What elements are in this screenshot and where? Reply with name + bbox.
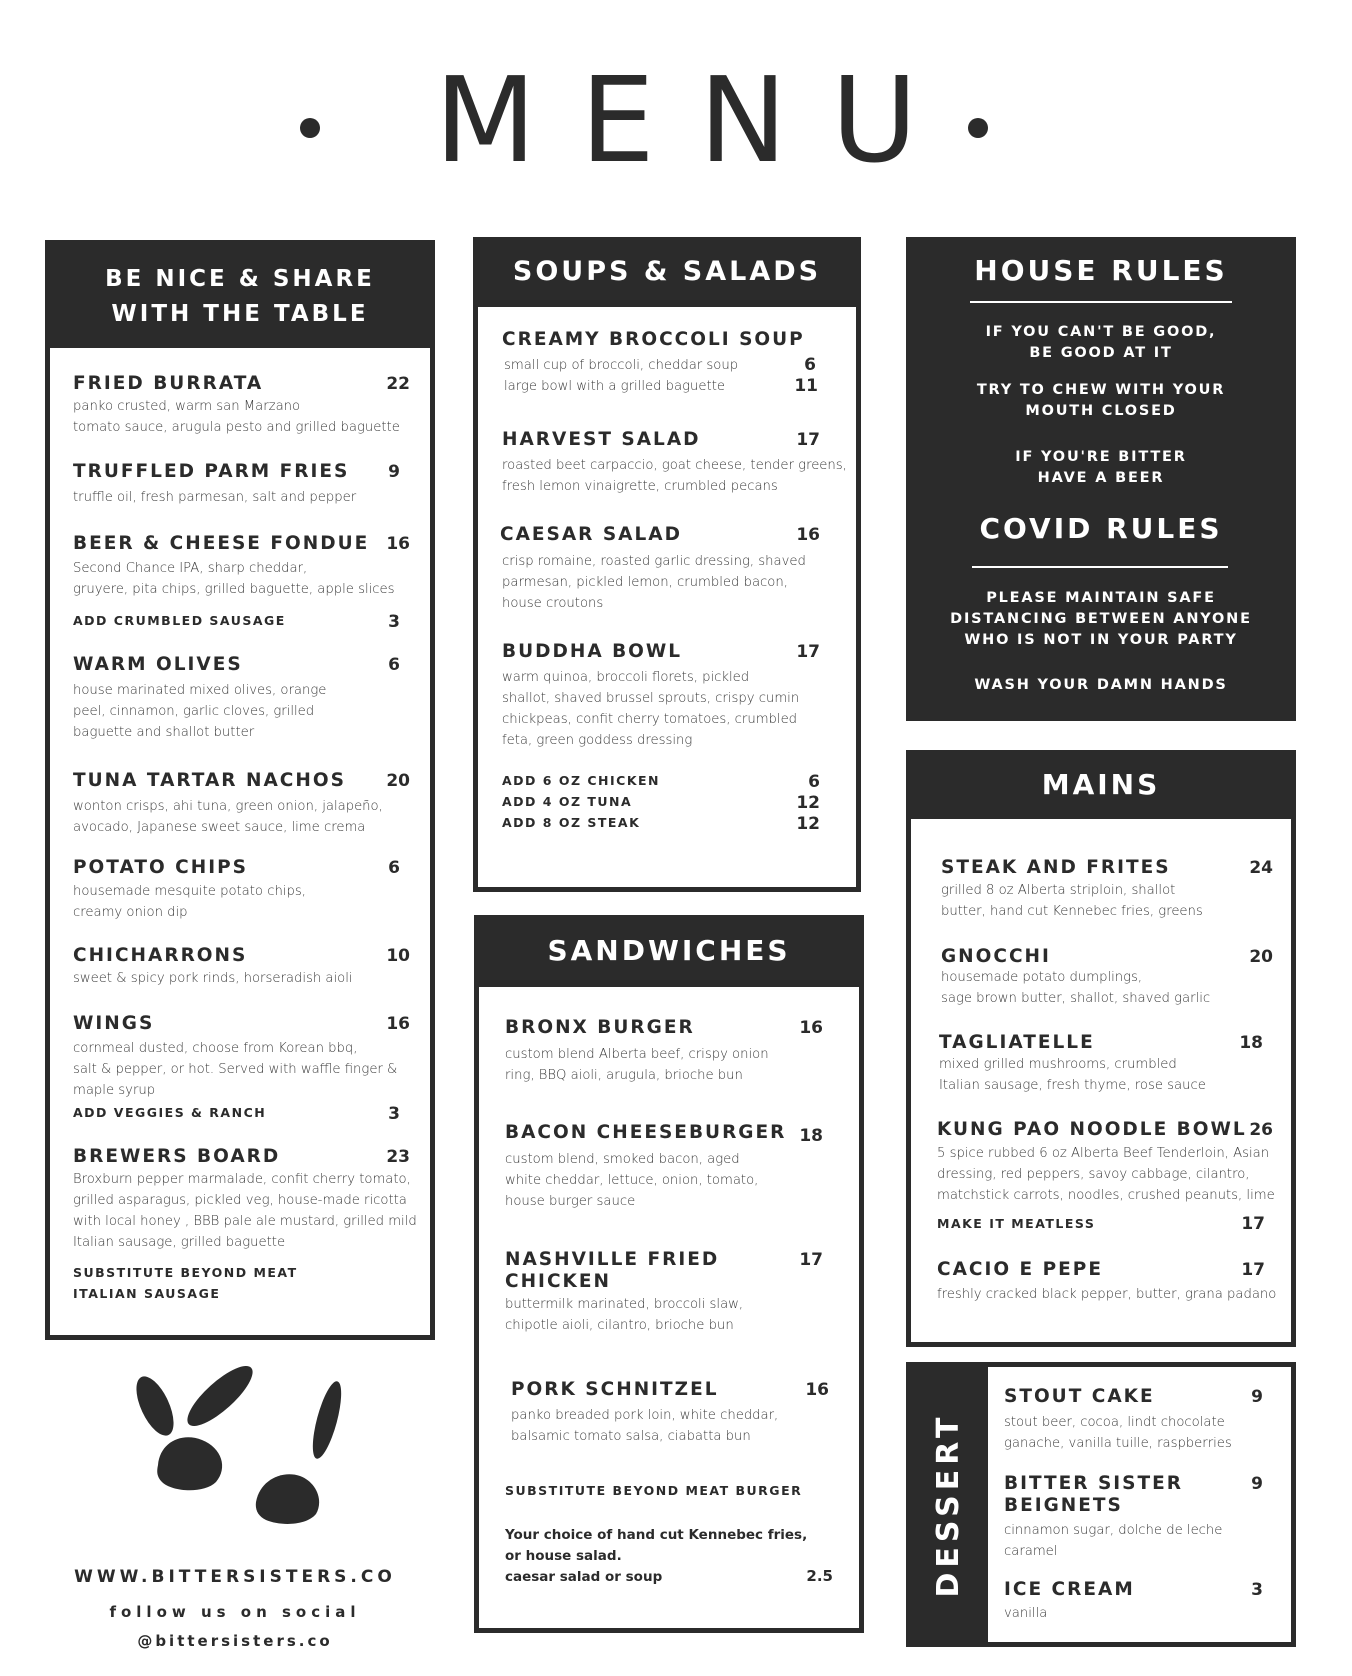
house-rule: IF YOU CAN'T BE GOOD, BE GOOD AT IT (985, 324, 1217, 361)
menu-item-price: 18 (799, 1126, 823, 1146)
soups-list (478, 307, 856, 887)
menu-item-desc: grilled 8 oz Alberta striploin, shallot butter, hand cut Kennebec fries, greens (941, 883, 1203, 919)
share-heading-line1: BE NICE & SHARE (105, 266, 375, 292)
menu-item-addon: SUBSTITUTE BEYOND MEAT (73, 1265, 298, 1280)
menu-item-desc: vanilla (1004, 1606, 1048, 1621)
menu-item-name: TRUFFLED PARM FRIES (73, 461, 350, 482)
menu-item-price: 17 (796, 430, 820, 450)
soups-heading: SOUPS & SALADS (512, 256, 822, 287)
soups-salads-section (473, 237, 861, 892)
menu-item-name: BEIGNETS (1004, 1495, 1123, 1516)
menu-item-price: 24 (1249, 858, 1273, 878)
menu-item-price: 10 (386, 946, 410, 966)
menu-item-desc: housemade potato dumplings, sage brown butter, shallot, shaved garlic (941, 970, 1211, 1006)
menu-item-price: 23 (386, 1147, 410, 1167)
menu-item-name: CAESAR SALAD (500, 524, 682, 545)
menu-item-price: 9 (1251, 1474, 1263, 1494)
menu-item-price: 26 (1249, 1120, 1273, 1140)
menu-item-name: WARM OLIVES (73, 654, 243, 675)
side-note: Your choice of hand cut Kennebec fries, or house salad. caesar salad or soup (505, 1527, 808, 1585)
menu-item-desc: Broxburn pepper marmalade, confit cherry tomato, grilled asparagus, pickled veg, house-made ricotta with local honey , BBB pale ale mustard, grilled mild Italian sausage, grilled baguette (73, 1172, 417, 1250)
menu-item-desc: 5 spice rubbed 6 oz Alberta Beef Tenderloin, Asian dressing, red peppers, savoy cabbage, cilantro, matchstick carrots, noodles, crushed peanuts, lime (937, 1146, 1275, 1203)
rules-section (906, 237, 1296, 721)
dessert-section (906, 1362, 1296, 1647)
menu-item-name: POTATO CHIPS (73, 857, 248, 878)
menu-item-desc: cornmeal dusted, choose from Korean bbq, salt & pepper, or hot. Served with waffle finger & maple syrup (73, 1041, 398, 1098)
menu-item-desc: small cup of broccoli, cheddar soup large bowl with a grilled baguette (504, 358, 739, 394)
menu-item-name: BUDDHA BOWL (502, 641, 683, 662)
covid-rules-divider (972, 566, 1228, 568)
menu-item-name: ICE CREAM (1004, 1579, 1135, 1600)
menu-item-desc: stout beer, cocoa, lindt chocolate ganache, vanilla tuille, raspberries (1004, 1415, 1232, 1451)
covid-rule: PLEASE MAINTAIN SAFE DISTANCING BETWEEN ANYONE WHO IS NOT IN YOUR PARTY (950, 590, 1252, 648)
menu-item-name: CACIO E PEPE (937, 1259, 1103, 1280)
menu-item-price: 17 (796, 642, 820, 662)
menu-item-price: 16 (805, 1380, 829, 1400)
website-link[interactable]: WWW.BITTERSISTERS.CO (74, 1567, 396, 1587)
logo-stone-1 (129, 1371, 181, 1441)
sandwiches-heading: SANDWICHES (547, 934, 791, 967)
menu-item-price: 16 (386, 534, 410, 554)
menu-item-addon: ADD 6 OZ CHICKEN (502, 773, 661, 788)
menu-item-name: NASHVILLE FRIED (505, 1249, 720, 1270)
mains-list (911, 819, 1291, 1342)
menu-title (0, 51, 1352, 189)
menu-item-addon: ITALIAN SAUSAGE (73, 1286, 221, 1301)
sandwiches-section (474, 915, 864, 1633)
menu-item-desc: freshly cracked black pepper, butter, grana padano (937, 1287, 1277, 1302)
menu-item-price: 16 (799, 1018, 823, 1038)
menu-item-price: 20 (1249, 947, 1273, 967)
logo-stone-5 (256, 1474, 319, 1524)
menu-item-price: 17 (799, 1250, 823, 1270)
logo-stone-2 (179, 1360, 260, 1435)
menu-item-desc: sweet & spicy pork rinds, horseradish aioli (73, 971, 353, 986)
menu-title-text: MENU (434, 51, 962, 189)
menu-item-addon-price: 3 (388, 1104, 400, 1124)
menu-item-name: CREAMY BROCCOLI SOUP (502, 329, 805, 350)
menu-item-name: TUNA TARTAR NACHOS (73, 770, 346, 791)
menu-item-price: 6 (388, 655, 400, 675)
mains-section (906, 750, 1296, 1347)
mains-heading: MAINS (1041, 768, 1161, 801)
menu-item-addon: ADD CRUMBLED SAUSAGE (73, 613, 286, 628)
menu-item-price: 20 (386, 771, 410, 791)
share-heading (50, 240, 430, 348)
menu-item-price: 11 (794, 376, 818, 396)
menu-item-addon-price: 3 (388, 612, 400, 632)
menu-item-price: 6 (804, 355, 816, 375)
share-list (50, 348, 430, 1335)
title-dot-right (968, 118, 988, 138)
covid-rules-heading: COVID RULES (979, 512, 1223, 545)
menu-item-addon-price: 17 (1241, 1214, 1265, 1234)
follow-text: follow us on social (109, 1603, 361, 1621)
menu-item-price: 22 (386, 374, 410, 394)
menu-item-price: 16 (796, 525, 820, 545)
menu-item-name: BITTER SISTER (1004, 1473, 1184, 1494)
bitter-sisters-logo (120, 1360, 360, 1530)
menu-item-addon-price: 12 (796, 793, 820, 813)
logo-stone-4 (157, 1437, 222, 1490)
menu-item-name: WINGS (73, 1013, 155, 1034)
menu-item-name: STOUT CAKE (1004, 1386, 1155, 1407)
menu-item-name: STEAK AND FRITES (941, 857, 1171, 878)
menu-item-desc: house marinated mixed olives, orange peel, cinnamon, garlic cloves, grilled baguette and shallot butter (73, 683, 327, 740)
menu-item-price: 3 (1251, 1580, 1263, 1600)
menu-item-desc: roasted beet carpaccio, goat cheese, tender greens, fresh lemon vinaigrette, crumbled pecans (502, 458, 847, 494)
menu-item-name: BRONX BURGER (505, 1017, 695, 1038)
menu-item-desc: warm quinoa, broccoli florets, pickled shallot, shaved brussel sprouts, crispy cumin chickpeas, confit cherry tomatoes, crumbled feta, green goddess dressing (502, 670, 800, 748)
menu-item-name: BREWERS BOARD (73, 1146, 281, 1167)
sandwiches-list (479, 987, 859, 1628)
menu-item-desc: truffle oil, fresh parmesan, salt and pepper (73, 490, 357, 505)
menu-item-price: 18 (1239, 1033, 1263, 1053)
logo-stone-3 (307, 1379, 347, 1461)
menu-item-name: FRIED BURRATA (73, 373, 264, 394)
menu-item-name: HARVEST SALAD (502, 429, 701, 450)
menu-item-price: 9 (388, 462, 400, 482)
menu-item-addon: ADD 4 OZ TUNA (502, 794, 633, 809)
side-price: 2.5 (806, 1567, 833, 1585)
house-rules-divider (970, 301, 1232, 303)
menu-item-desc: housemade mesquite potato chips, creamy onion dip (73, 884, 306, 920)
house-rule: TRY TO CHEW WITH YOUR MOUTH CLOSED (976, 382, 1226, 419)
menu-item-desc: panko breaded pork loin, white cheddar, balsamic tomato salsa, ciabatta bun (511, 1408, 779, 1444)
menu-item-name: BEER & CHEESE FONDUE (73, 533, 370, 554)
house-rules-heading: HOUSE RULES (974, 254, 1228, 287)
menu-item-addon: ADD 8 OZ STEAK (502, 815, 641, 830)
share-heading-line2: WITH THE TABLE (111, 301, 369, 327)
menu-item-name: CHICHARRONS (73, 945, 248, 966)
social-handle[interactable]: @bittersisters.co (137, 1632, 333, 1650)
menu-item-desc: Second Chance IPA, sharp cheddar, gruyere, pita chips, grilled baguette, apple slices (73, 561, 395, 597)
house-rule: IF YOU'RE BITTER HAVE A BEER (1015, 449, 1187, 486)
menu-item-desc: cinnamon sugar, dolche de leche caramel (1004, 1523, 1223, 1559)
substitute-note: SUBSTITUTE BEYOND MEAT BURGER (505, 1483, 803, 1498)
covid-rule: WASH YOUR DAMN HANDS (974, 677, 1228, 693)
menu-item-desc: panko crusted, warm san Marzano tomato sauce, arugula pesto and grilled baguette (73, 399, 400, 435)
menu-item-desc: custom blend, smoked bacon, aged white cheddar, lettuce, onion, tomato, house burger sauce (505, 1152, 759, 1209)
menu-item-addon-price: 12 (796, 814, 820, 834)
menu-item-addon: ADD VEGGIES & RANCH (73, 1105, 267, 1120)
menu-item-price: 6 (388, 858, 400, 878)
menu-item-desc: crisp romaine, roasted garlic dressing, shaved parmesan, pickled lemon, crumbled bacon, house croutons (502, 554, 806, 611)
menu-item-price: 16 (386, 1014, 410, 1034)
menu-item-name: CHICKEN (505, 1271, 611, 1292)
menu-item-name: GNOCCHI (941, 946, 1051, 967)
menu-item-desc: custom blend Alberta beef, crispy onion ring, BBQ aioli, arugula, brioche bun (505, 1047, 769, 1083)
menu-item-addon: MAKE IT MEATLESS (937, 1216, 1096, 1231)
menu-item-price: 17 (1241, 1260, 1265, 1280)
menu-item-name: TAGLIATELLE (939, 1032, 1095, 1053)
share-section (45, 240, 435, 1340)
dessert-heading: DESSERT (931, 1412, 966, 1598)
menu-item-desc: wonton crisps, ahi tuna, green onion, jalapeño, avocado, Japanese sweet sauce, lime crema (73, 799, 383, 835)
menu-item-desc: buttermilk marinated, broccoli slaw, chipotle aioli, cilantro, brioche bun (505, 1297, 744, 1333)
menu-item-name: PORK SCHNITZEL (511, 1379, 719, 1400)
menu-item-price: 9 (1251, 1387, 1263, 1407)
menu-item-desc: mixed grilled mushrooms, crumbled Italian sausage, fresh thyme, rose sauce (939, 1057, 1206, 1093)
menu-item-addon-price: 6 (808, 772, 820, 792)
menu-item-name: BACON CHEESEBURGER (505, 1122, 787, 1143)
menu-item-name: KUNG PAO NOODLE BOWL (937, 1119, 1247, 1140)
